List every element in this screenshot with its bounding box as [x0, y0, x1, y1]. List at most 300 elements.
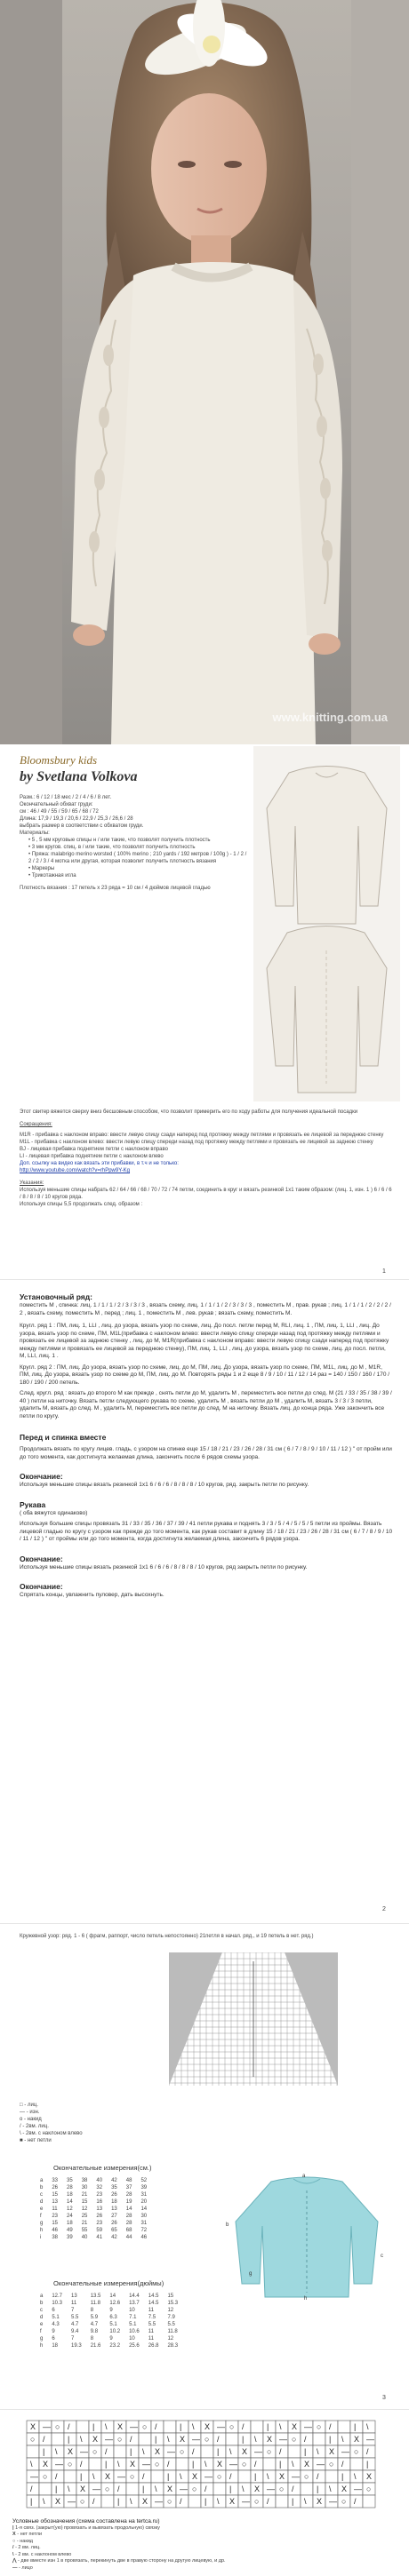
svg-text:X: X — [304, 2460, 310, 2469]
legend-item: \ - 2вм. с наклоном влево — [20, 2131, 83, 2136]
finish-text: Используя меньшие спицы вязать резинкой 1x1 6 / 6 / 6 / 8 / 8 / 8 / 10 кругов, ряд. закрыть петли по рисунку. — [20, 1482, 309, 1488]
table-cell: 23.2 — [109, 2343, 121, 2349]
material-item: • 5 , 5 мм круговые спицы н / или такие, что позволят получить плотность — [28, 838, 211, 843]
table-cell: 39 — [140, 2185, 148, 2190]
svg-text:○: ○ — [341, 2497, 347, 2506]
measures-cm-title: Окончательные измерения(см.) — [53, 2164, 152, 2172]
table-cell: 24 — [67, 2214, 73, 2219]
svg-text:/: / — [105, 2447, 108, 2456]
svg-text:/: / — [279, 2447, 282, 2456]
table-cell: i — [40, 2235, 42, 2240]
page-number: 3 — [382, 2395, 386, 2401]
svg-text:○: ○ — [254, 2497, 260, 2506]
sweater-sketch — [253, 746, 400, 1101]
svg-text:h: h — [304, 2296, 308, 2302]
table-cell: d — [40, 2199, 44, 2205]
table-cell: 15 — [52, 2192, 59, 2198]
table-cell: f — [40, 2329, 42, 2334]
table-row — [36, 2206, 151, 2213]
table-cell: 26 — [96, 2214, 103, 2219]
table-cell: g — [40, 2221, 44, 2226]
svg-text:X: X — [254, 2485, 261, 2493]
table-row — [36, 2335, 182, 2342]
chest-label: Окончательный обхват груди: — [20, 802, 93, 807]
svg-text:|: | — [80, 2472, 83, 2481]
table-cell: 72 — [140, 2228, 148, 2233]
table-cell: 59 — [96, 2228, 103, 2233]
table-cell: 39 — [67, 2235, 73, 2240]
table-cell: 23 — [96, 2221, 103, 2226]
table-cell: 48 — [125, 2178, 132, 2183]
legend-item: / - 2 вм. лиц. — [12, 2545, 41, 2550]
table-cell: h — [40, 2343, 44, 2349]
svg-text:○: ○ — [80, 2497, 85, 2506]
setup-label: Установочный ряд: — [20, 1292, 92, 1301]
sizes-line: Разм.: 6 / 12 / 18 мес / 2 / 4 / 6 / 8 лет. — [20, 795, 112, 800]
svg-text:/: / — [80, 2460, 83, 2469]
body-label: Перед и спинка вместе — [20, 1433, 107, 1442]
table-cell: 65 — [111, 2228, 117, 2233]
setup-text: поместить М , спинка: лиц. 1 / 1 / 1 / 2 / 3 / 3 / 3 , вязать схему, лиц. 1 / 1 / 1 / 2 / 3 / 3 / 3 , поместить М , прав. рукав ; лиц. 1 / 1 / 1 / 2 / 2 / 2 / 2 , вязать схему, поместить М , перед ; лиц. 1 , поместить М , лев. рукав ; вязать схему, поместить М. — [20, 1302, 391, 1316]
table-cell: d — [40, 2315, 44, 2320]
table-cell: 10 — [129, 2308, 135, 2313]
table-cell: c — [40, 2192, 43, 2198]
svg-text:|: | — [180, 2422, 182, 2431]
svg-text:○: ○ — [130, 2472, 135, 2481]
svg-text:|: | — [192, 2460, 195, 2469]
table-cell: 5.5 — [71, 2315, 79, 2320]
svg-text:—: — — [279, 2435, 287, 2444]
svg-text:○: ○ — [354, 2447, 359, 2456]
table-cell: 14 — [109, 2294, 116, 2299]
svg-text:X: X — [92, 2435, 99, 2444]
table-cell: 35 — [111, 2185, 117, 2190]
svg-text:—: — — [304, 2422, 312, 2431]
legend-item: ○ - накид — [12, 2538, 34, 2544]
svg-text:○: ○ — [242, 2460, 247, 2469]
table-cell: 42 — [111, 2235, 117, 2240]
legend-item: / - 2вм. лиц. — [20, 2124, 49, 2129]
svg-text:X: X — [279, 2472, 285, 2481]
table-cell: 46 — [140, 2235, 148, 2240]
section-2-text — [20, 1292, 393, 1600]
svg-text:—: — — [204, 2472, 213, 2481]
notes-block — [20, 1109, 393, 1208]
table-cell: 40 — [96, 2178, 103, 2183]
finish-2-label: Окончание: — [20, 1554, 63, 1563]
svg-text:X: X — [242, 2447, 248, 2456]
svg-text:|: | — [217, 2447, 220, 2456]
svg-text:\: \ — [43, 2497, 45, 2506]
abbrev-label: Сокращения: — [20, 1122, 52, 1127]
svg-text:○: ○ — [279, 2485, 285, 2493]
svg-text:\: \ — [105, 2422, 108, 2431]
table-row — [36, 2321, 182, 2328]
svg-text:\: \ — [155, 2485, 157, 2493]
table-cell: 23 — [96, 2192, 103, 2198]
page-3 — [0, 1923, 409, 2408]
page-number: 2 — [382, 1906, 386, 1912]
table-cell: 9.8 — [90, 2329, 99, 2334]
table-cell: g — [40, 2336, 44, 2341]
svg-text:—: — — [217, 2422, 225, 2431]
table-cell: 9.4 — [71, 2329, 79, 2334]
instructions-label: Указания: — [20, 1181, 44, 1186]
sweater-thumbnails — [253, 746, 400, 1101]
svg-text:/: / — [242, 2422, 245, 2431]
legend-item: о - накид — [20, 2117, 42, 2122]
table-cell: 19.3 — [71, 2343, 82, 2349]
svg-text:—: — — [317, 2460, 325, 2469]
svg-text:○: ○ — [217, 2472, 222, 2481]
svg-text:—: — — [192, 2435, 200, 2444]
svg-text:\: \ — [354, 2472, 357, 2481]
svg-text:—: — — [130, 2422, 138, 2431]
svg-text:X: X — [105, 2472, 111, 2481]
svg-text:/: / — [366, 2447, 369, 2456]
svg-text:/: / — [317, 2472, 319, 2481]
sleeves-note: ( оба вяжутся одинаково) — [20, 1509, 88, 1516]
table-cell: 44 — [125, 2235, 132, 2240]
svg-text:○: ○ — [329, 2460, 334, 2469]
table-cell: 4.7 — [71, 2322, 79, 2327]
table-cell: 21.6 — [90, 2343, 101, 2349]
svg-text:—: — — [30, 2472, 38, 2481]
svg-text:—: — — [117, 2472, 125, 2481]
svg-text:|: | — [366, 2460, 369, 2469]
length-line: Длина: 17,9 / 19,3 / 20,6 / 22,9 / 25,3 / 26,6 / 28 — [20, 816, 133, 822]
svg-text:|: | — [130, 2447, 132, 2456]
table-cell: 18 — [67, 2192, 73, 2198]
svg-text:—: — — [267, 2485, 275, 2493]
table-cell: 27 — [111, 2214, 117, 2219]
symbol-chart — [18, 2417, 391, 2515]
svg-text:\: \ — [304, 2497, 307, 2506]
svg-text:\: \ — [55, 2447, 58, 2456]
finish-2-text: Используя меньшие спицы вязать резинкой 1x1 6 / 6 / 6 / 8 / 8 / 8 / 10 кругов, ряд закрыть петли по рисунку. — [20, 1563, 308, 1570]
table-row — [36, 2234, 151, 2241]
svg-text:X: X — [217, 2460, 223, 2469]
table-cell: 12.7 — [52, 2294, 63, 2299]
brand-title: Bloomsbury kids — [20, 753, 98, 767]
table-cell: 25.6 — [129, 2343, 140, 2349]
svg-text:—: — — [354, 2485, 362, 2493]
svg-text:\: \ — [92, 2472, 95, 2481]
table-cell: 55 — [81, 2228, 88, 2233]
table-cell: 46 — [52, 2228, 59, 2233]
photo-watermark: www.knitting.com.ua — [272, 711, 388, 724]
table-cell: 14 — [140, 2206, 148, 2212]
table-cell: 26 — [111, 2221, 117, 2226]
table-cell: 15 — [167, 2294, 174, 2299]
svg-text:—: — — [92, 2485, 100, 2493]
svg-text:\: \ — [80, 2435, 83, 2444]
svg-text:/: / — [341, 2460, 344, 2469]
svg-text:/: / — [55, 2472, 58, 2481]
svg-text:X: X — [341, 2485, 348, 2493]
svg-text:/: / — [43, 2435, 45, 2444]
intro-block — [20, 794, 251, 892]
legend-item: ⋀ - две вместе изн 1 в провязать, перекинуть две в правую сторону на другую лицевую, и др. — [12, 2558, 226, 2564]
finish-3-label: Окончание: — [20, 1582, 63, 1591]
svg-text:—: — — [155, 2497, 163, 2506]
table-cell: 9 — [52, 2329, 55, 2334]
sweater-photo — [0, 0, 409, 744]
table-row — [36, 2198, 151, 2206]
table-cell: 11 — [52, 2206, 58, 2212]
svg-text:/: / — [329, 2422, 332, 2431]
svg-text:—: — — [43, 2422, 51, 2431]
svg-text:X: X — [192, 2472, 198, 2481]
svg-text:\: \ — [366, 2422, 369, 2431]
table-cell: 13 — [71, 2294, 77, 2299]
svg-text:/: / — [155, 2422, 157, 2431]
table-cell: 33 — [52, 2178, 59, 2183]
symbol-chart-grid — [18, 2417, 391, 2515]
material-item: • 3 мм кругов. спиц. в / или такие, что позволят получить плотность — [28, 845, 196, 850]
table-cell: 5.1 — [52, 2315, 60, 2320]
table-cell: 28 — [125, 2221, 132, 2226]
svg-text:|: | — [92, 2422, 95, 2431]
measures-in-title: Окончательные измерения(дюймы) — [53, 2279, 164, 2287]
svg-text:X: X — [366, 2472, 373, 2481]
table-cell: 10.6 — [129, 2329, 140, 2334]
svg-text:|: | — [341, 2472, 344, 2481]
choose-line: выбрать размер в соответствии с обхватом груди. — [20, 823, 144, 829]
svg-text:\: \ — [30, 2460, 33, 2469]
table-cell: 13.5 — [90, 2294, 101, 2299]
table-cell: 23 — [52, 2214, 59, 2219]
notes-text: Этот свитер вяжется сверху вниз бесшовным способом, что позволит примерить его по ходу работы для получения идеальной посадки — [20, 1109, 358, 1115]
material-item: • Маркеры — [28, 866, 55, 871]
svg-text:—: — — [292, 2472, 300, 2481]
svg-text:|: | — [55, 2485, 58, 2493]
table-cell: 28 — [67, 2185, 73, 2190]
svg-text:\: \ — [167, 2435, 170, 2444]
table-cell: 18 — [67, 2221, 73, 2226]
svg-text:/: / — [304, 2435, 307, 2444]
svg-text:X: X — [167, 2485, 173, 2493]
svg-text:\: \ — [279, 2422, 282, 2431]
sleeves-label: Рукава — [20, 1499, 46, 1509]
svg-text:○: ○ — [292, 2435, 297, 2444]
table-cell: 25 — [81, 2214, 88, 2219]
table-cell: e — [40, 2322, 44, 2327]
svg-text:a: a — [302, 2174, 306, 2179]
table-cell: 12 — [167, 2336, 174, 2341]
table-row — [36, 2213, 151, 2220]
svg-text:/: / — [117, 2485, 120, 2493]
legend-title: Условные обозначения (схема составлена на tertca.ru) — [12, 2518, 160, 2524]
table-cell: 9 — [109, 2308, 113, 2313]
table-cell: 12.6 — [109, 2301, 121, 2306]
svg-text:○: ○ — [180, 2447, 185, 2456]
table-cell: 9 — [109, 2336, 113, 2341]
table-cell: 11 — [148, 2329, 155, 2334]
svg-text:|: | — [267, 2422, 269, 2431]
svg-text:b: b — [226, 2222, 229, 2228]
svg-text:\: \ — [180, 2472, 182, 2481]
table-row — [36, 2300, 182, 2307]
table-cell: 21 — [81, 2221, 88, 2226]
svg-text:X: X — [43, 2460, 49, 2469]
svg-text:\: \ — [142, 2447, 145, 2456]
table-cell: 31 — [140, 2221, 148, 2226]
table-cell: 7 — [71, 2308, 75, 2313]
svg-text:c: c — [381, 2254, 383, 2259]
svg-text:○: ○ — [142, 2422, 148, 2431]
schematic-drawing — [222, 2168, 391, 2302]
table-row — [36, 2314, 182, 2321]
svg-text:○: ○ — [55, 2422, 60, 2431]
table-cell: 15 — [81, 2199, 88, 2205]
svg-text:—: — — [68, 2497, 76, 2506]
sweater-schematic — [222, 2168, 391, 2302]
svg-text:X: X — [229, 2497, 236, 2506]
svg-text:|: | — [117, 2497, 120, 2506]
svg-text:\: \ — [254, 2435, 257, 2444]
table-cell: 6 — [52, 2308, 55, 2313]
lace-chart — [169, 1952, 338, 2086]
svg-text:\: \ — [242, 2485, 245, 2493]
video-link[interactable]: http://www.youtube.com/watch?v=rhPpw9Y-Kg — [20, 1168, 131, 1173]
svg-text:X: X — [155, 2447, 161, 2456]
table-cell: 10.2 — [109, 2329, 121, 2334]
table-cell: 42 — [111, 2178, 117, 2183]
svg-text:○: ○ — [43, 2472, 48, 2481]
gauge-line: Плотность вязания : 17 петель x 23 ряда = 10 см / 4 дюймов лицевой гладью — [20, 886, 211, 891]
table-cell: 11 — [148, 2336, 155, 2341]
svg-text:○: ○ — [68, 2460, 73, 2469]
table-cell: 35 — [67, 2178, 73, 2183]
table-cell: 32 — [96, 2185, 103, 2190]
table-cell: a — [40, 2294, 44, 2299]
svg-text:○: ○ — [192, 2485, 197, 2493]
video-label[interactable]: Доп. ссылку на видео как вязать эти прибавки, в т.ч и не только: — [20, 1161, 179, 1166]
page-2 — [0, 1279, 409, 1920]
svg-text:○: ○ — [304, 2472, 309, 2481]
svg-text:|: | — [167, 2472, 170, 2481]
legend-item: □ - лиц. — [20, 2103, 38, 2108]
table-cell: 15 — [52, 2221, 59, 2226]
table-row — [36, 2220, 151, 2227]
table-cell: 12 — [167, 2308, 174, 2313]
svg-text:X: X — [267, 2435, 273, 2444]
table-cell: 6 — [52, 2336, 55, 2341]
svg-text:—: — — [55, 2460, 63, 2469]
svg-text:—: — — [180, 2485, 188, 2493]
table-cell: 13 — [111, 2206, 117, 2212]
svg-text:—: — — [242, 2497, 250, 2506]
svg-text:/: / — [142, 2472, 145, 2481]
svg-text:|: | — [155, 2435, 157, 2444]
page-4 — [0, 2409, 409, 2576]
table-cell: 4.7 — [90, 2322, 99, 2327]
svg-text:\: \ — [204, 2460, 207, 2469]
svg-text:X: X — [80, 2485, 86, 2493]
table-cell: 28 — [125, 2192, 132, 2198]
svg-text:X: X — [292, 2422, 298, 2431]
svg-text:/: / — [254, 2460, 257, 2469]
table-row — [36, 2177, 151, 2184]
svg-text:X: X — [142, 2497, 148, 2506]
svg-text:\: \ — [217, 2497, 220, 2506]
legend-item: — - лицо — [12, 2564, 33, 2571]
table-row — [36, 2342, 182, 2349]
table-cell: 14.4 — [129, 2294, 140, 2299]
table-cell: 7.1 — [129, 2315, 137, 2320]
svg-text:○: ○ — [167, 2497, 172, 2506]
svg-text:|: | — [204, 2497, 207, 2506]
svg-text:|: | — [354, 2422, 357, 2431]
legend-item: X - нет петли — [12, 2532, 43, 2537]
svg-text:|: | — [317, 2485, 319, 2493]
svg-text:/: / — [292, 2485, 294, 2493]
svg-text:○: ○ — [229, 2422, 235, 2431]
materials-label: Материалы: — [20, 831, 50, 836]
finish-label: Окончание: — [20, 1472, 63, 1481]
svg-text:/: / — [180, 2497, 182, 2506]
table-cell: 49 — [67, 2228, 73, 2233]
svg-text:—: — — [142, 2460, 150, 2469]
svg-text:\: \ — [317, 2447, 319, 2456]
svg-text:|: | — [43, 2447, 45, 2456]
svg-text:\: \ — [117, 2460, 120, 2469]
svg-text:\: \ — [329, 2485, 332, 2493]
svg-text:—: — — [105, 2435, 113, 2444]
table-cell: 7.5 — [148, 2315, 156, 2320]
table-cell: 14.5 — [148, 2294, 159, 2299]
material-item: • Трикотажная игла — [28, 873, 76, 879]
svg-text:—: — — [254, 2447, 262, 2456]
table-cell: 6.3 — [109, 2315, 117, 2320]
svg-text:|: | — [242, 2435, 245, 2444]
svg-text:|: | — [105, 2460, 108, 2469]
svg-text:\: \ — [68, 2485, 70, 2493]
table-row — [36, 2184, 151, 2191]
table-row — [36, 2328, 182, 2335]
table-cell: 31 — [140, 2192, 148, 2198]
svg-text:/: / — [192, 2447, 195, 2456]
svg-text:/: / — [354, 2497, 357, 2506]
measures-cm-table — [36, 2177, 151, 2241]
table-cell: 5.9 — [90, 2315, 99, 2320]
table-cell: 7.9 — [167, 2315, 175, 2320]
svg-text:X: X — [329, 2447, 335, 2456]
table-cell: 18 — [52, 2343, 59, 2349]
chart-legend — [20, 2102, 197, 2144]
svg-text:/: / — [204, 2485, 207, 2493]
table-cell: 8 — [90, 2308, 94, 2313]
svg-text:—: — — [341, 2447, 349, 2456]
raglan-row-2: Кругл. ряд 2 : ПМ, лиц. До узора, вязать узор по схеме, лиц. до М, ПМ, лиц. До узора, вязать узор по схеме, ПМ, M1L, лиц. до М , M1R, ПМ, лиц. До узора, вязать узор по схеме до М, ПМ, лиц. до М. Повторять ряды 1 и 2 еще 8 / 9 / 10 / 11 / 12 / 14 раз = 140 / 150 / 160 / 170 / 180 / 190 / 200 петель. — [20, 1364, 390, 1386]
svg-text:\: \ — [229, 2447, 232, 2456]
table-cell: a — [40, 2178, 44, 2183]
svg-text:X: X — [68, 2447, 74, 2456]
table-cell: 20 — [140, 2199, 148, 2205]
table-cell: b — [40, 2301, 44, 2306]
next-row: След. кругл. ряд : вязать до второго М как прежде , снять петли до М, удалить М , переместить все петли до след. М (21 / 33 / 35 / 38 / 39 / 40 ) петли на ниточку. Вязать петли следующего рукава по схеме, удалить М , вязать петли до М , удалить М, вязать 3 / 3 / 3 петли, удалить М, вязать до след. М , удалить М, переместить все петли до след. М на ниточку. Вязать лиц. до конца ряда. Уже закончить все петли по кругу. — [20, 1390, 392, 1419]
material-item: • Пряжа: malabrigo merino worsted ( 100% merino ; 210 yards / 192 метров / 100g ) - 1 / 2 / 2 / 2 / 3 / 4 мотка или другая, которая позволит получить плотность вязания — [28, 852, 247, 864]
svg-text:/: / — [217, 2435, 220, 2444]
svg-text:X: X — [55, 2497, 61, 2506]
svg-text:|: | — [304, 2447, 307, 2456]
svg-text:|: | — [30, 2497, 33, 2506]
legend-block — [12, 2518, 395, 2572]
legend-item: \ - 2 вм. с наклоном влево — [12, 2551, 72, 2557]
svg-text:○: ○ — [267, 2447, 272, 2456]
table-cell: 13 — [52, 2199, 59, 2205]
